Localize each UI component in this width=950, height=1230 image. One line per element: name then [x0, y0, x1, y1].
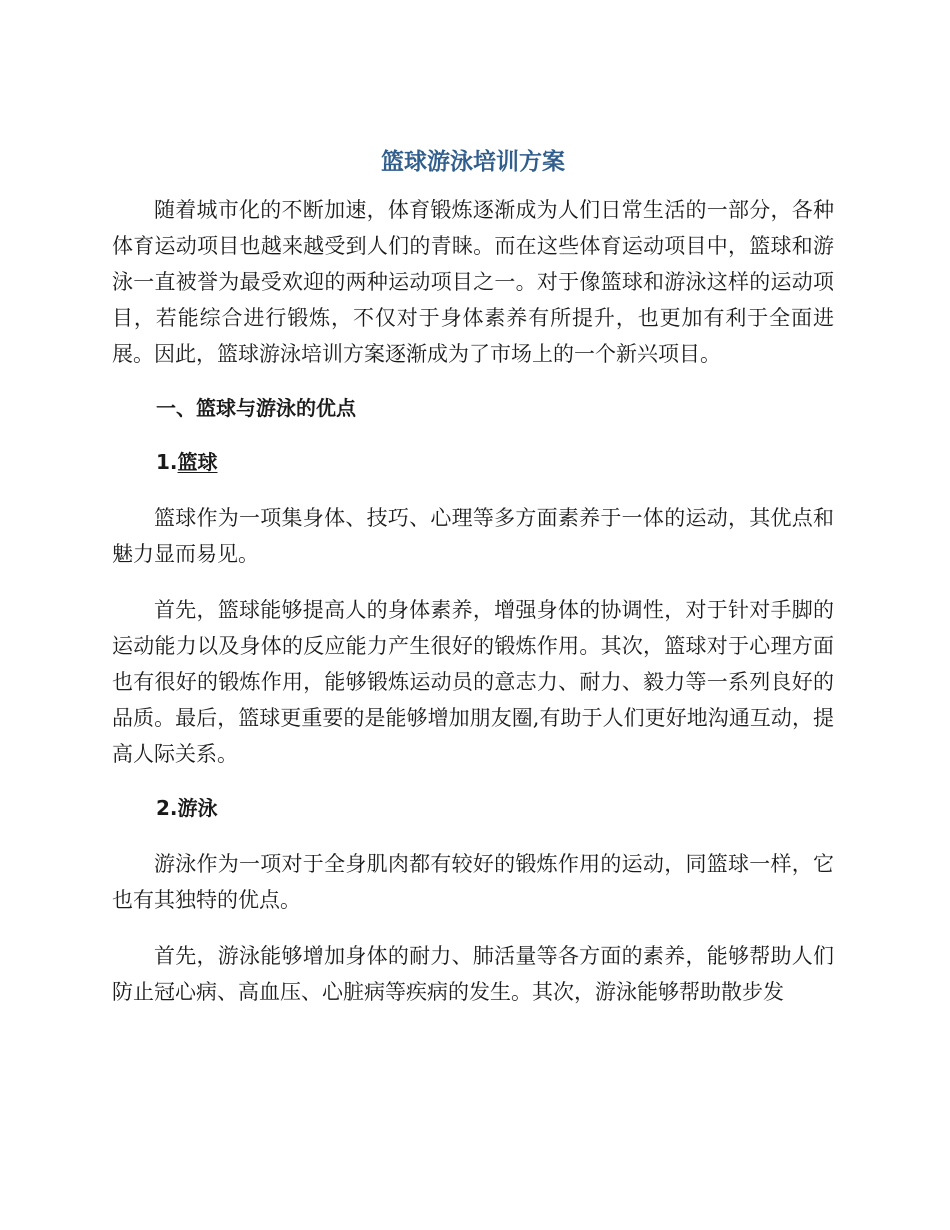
- document-page: [112, 140, 834, 1030]
- section-heading-advantages: 一、篮球与游泳的优点: [156, 396, 356, 420]
- subheading-swimming: [112, 792, 834, 824]
- subheading-number: 2.: [156, 796, 178, 820]
- intro-paragraph: 随着城市化的不断加速，体育锻炼逐渐成为人们日常生活的一部分，各种体育运动项目也越来越受到人们的青睐。而在这些体育运动项目中，篮球和游泳一直被誉为最受欢迎的两种运动项目之一。对于像篮球和游泳这样的运动项目，若能综合进行锻炼，不仅对于身体素养有所提升，也更加有利于全面进展。因此，篮球游泳培训方案逐渐成为了市场上的一个新兴项目。: [112, 198, 834, 366]
- subheading-basketball: [112, 446, 834, 478]
- basketball-paragraph-2: 首先，篮球能够提高人的身体素养，增强身体的协调性，对于针对手脚的运动能力以及身体的反应能力产生很好的锻炼作用。其次，篮球对于心理方面也有很好的锻炼作用，能够锻炼运动员的意志力、耐力、毅力等一系列良好的品质。最后，篮球更重要的是能够增加朋友圈,有助于人们更好地沟通互动，提高人际关系。: [112, 598, 834, 766]
- swimming-paragraph-2: 首先，游泳能够增加身体的耐力、肺活量等各方面的素养，能够帮助人们防止冠心病、高血压、心脏病等疾病的发生。其次，游泳能够帮助散步发: [112, 944, 834, 1004]
- document-title: 篮球游泳培训方案: [381, 149, 565, 175]
- basketball-paragraph-1: 篮球作为一项集身体、技巧、心理等多方面素养于一体的运动，其优点和魅力显而易见。: [112, 506, 834, 566]
- subheading-label: 篮球: [177, 450, 218, 474]
- swimming-paragraph-1: 游泳作为一项对于全身肌肉都有较好的锻炼作用的运动，同篮球一样，它也有其独特的优点。: [112, 852, 834, 912]
- subheading-label: 游泳: [177, 796, 218, 820]
- subheading-number: 1.: [156, 450, 178, 474]
